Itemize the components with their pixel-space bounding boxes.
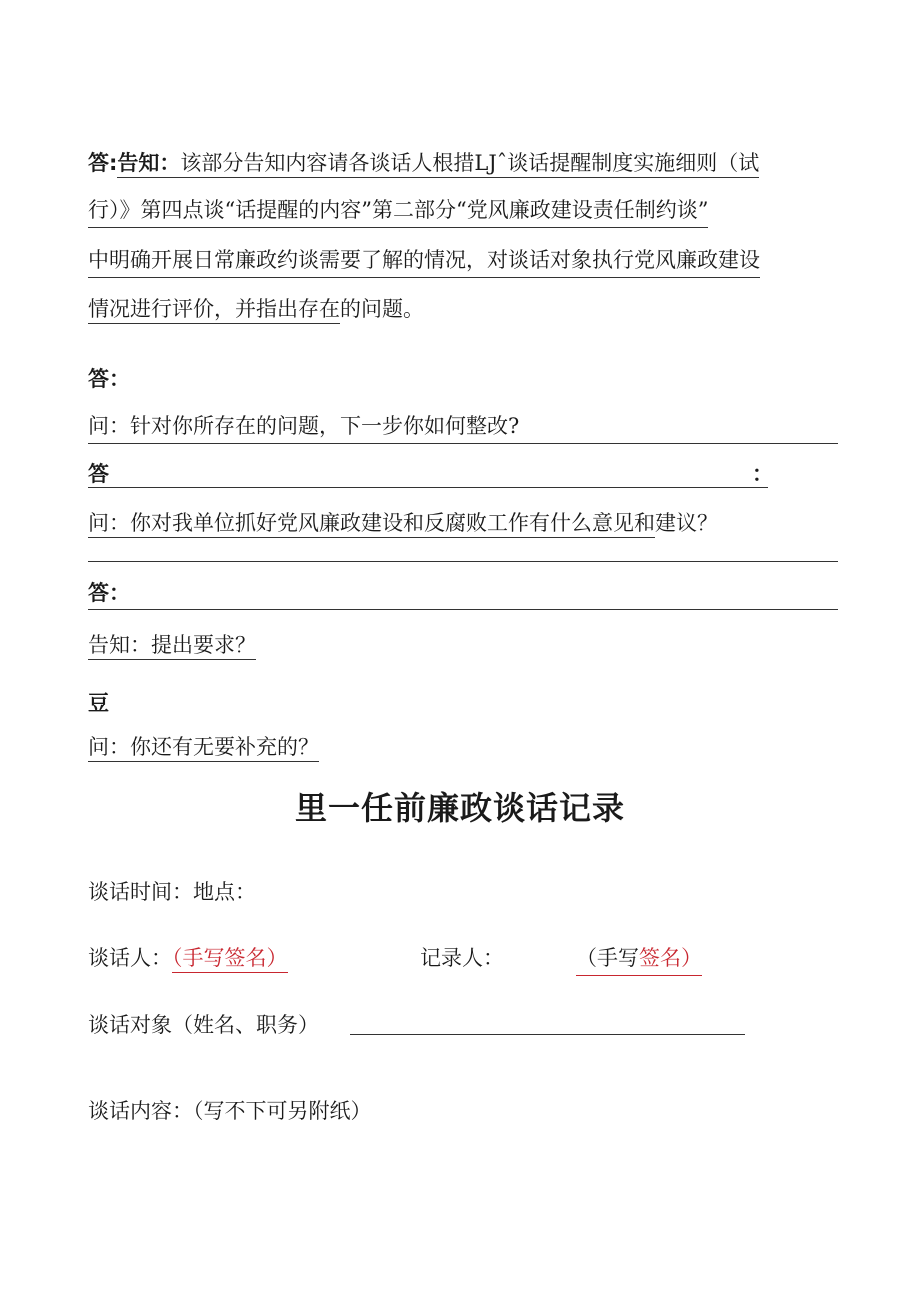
subject-input-line[interactable] xyxy=(350,1034,745,1035)
answer-3: 答： xyxy=(88,581,130,605)
subject-label: 谈话对象（姓名、职务） xyxy=(88,1013,319,1037)
question-3-underline xyxy=(88,561,838,562)
answer-1: 答： xyxy=(88,367,130,391)
talker-field xyxy=(88,943,288,973)
notice-label: 告知 xyxy=(117,151,160,175)
content-label: 谈话内容：（写不下可另附纸） xyxy=(88,1099,372,1123)
notice-paragraph-line-2: 行）》第四点谈“话提醒的内容”第二部分“党风廉政建设责任制约谈” xyxy=(88,195,708,228)
talker-signature[interactable]: （手写签名） xyxy=(172,946,288,973)
time-place-field: 谈话时间：地点： xyxy=(88,880,256,904)
answer-2-label: 答 xyxy=(88,462,109,486)
question-4: 问：你还有无要补充的？ xyxy=(88,732,319,762)
talker-label: 谈话人： xyxy=(88,946,172,970)
notice-paragraph-line-1: 答:告知：该部分告知内容请各谈话人根措LJˆ谈话提醒制度实施细则（试 xyxy=(88,148,759,178)
recorder-signature[interactable]: （手写签名） xyxy=(576,943,702,976)
answer-2-underline xyxy=(88,487,768,488)
notice-paragraph-line-4: 情况进行评价，并指出存在的问题。 xyxy=(88,294,424,324)
recorder-label: 记录人： xyxy=(420,946,504,970)
question-2-underline xyxy=(88,443,838,444)
question-3: 问：你对我单位抓好党风廉政建设和反腐败工作有什么意见和建议？ xyxy=(88,508,718,538)
record-title: 里一任前廉政谈话记录 xyxy=(294,789,625,827)
answer-3-underline xyxy=(88,609,838,610)
answer-label: 答 xyxy=(88,151,109,175)
notice-paragraph-line-3: 中明确开展日常廉政约谈需要了解的情况，对谈话对象执行党风廉政建设 xyxy=(88,245,760,278)
question-2: 问：针对你所存在的问题，下一步你如何整改? xyxy=(88,414,520,438)
answer-4: 豆 xyxy=(88,691,109,715)
answer-2-colon: ： xyxy=(752,462,773,486)
notice-requirements: 告知：提出要求？ xyxy=(88,630,256,660)
